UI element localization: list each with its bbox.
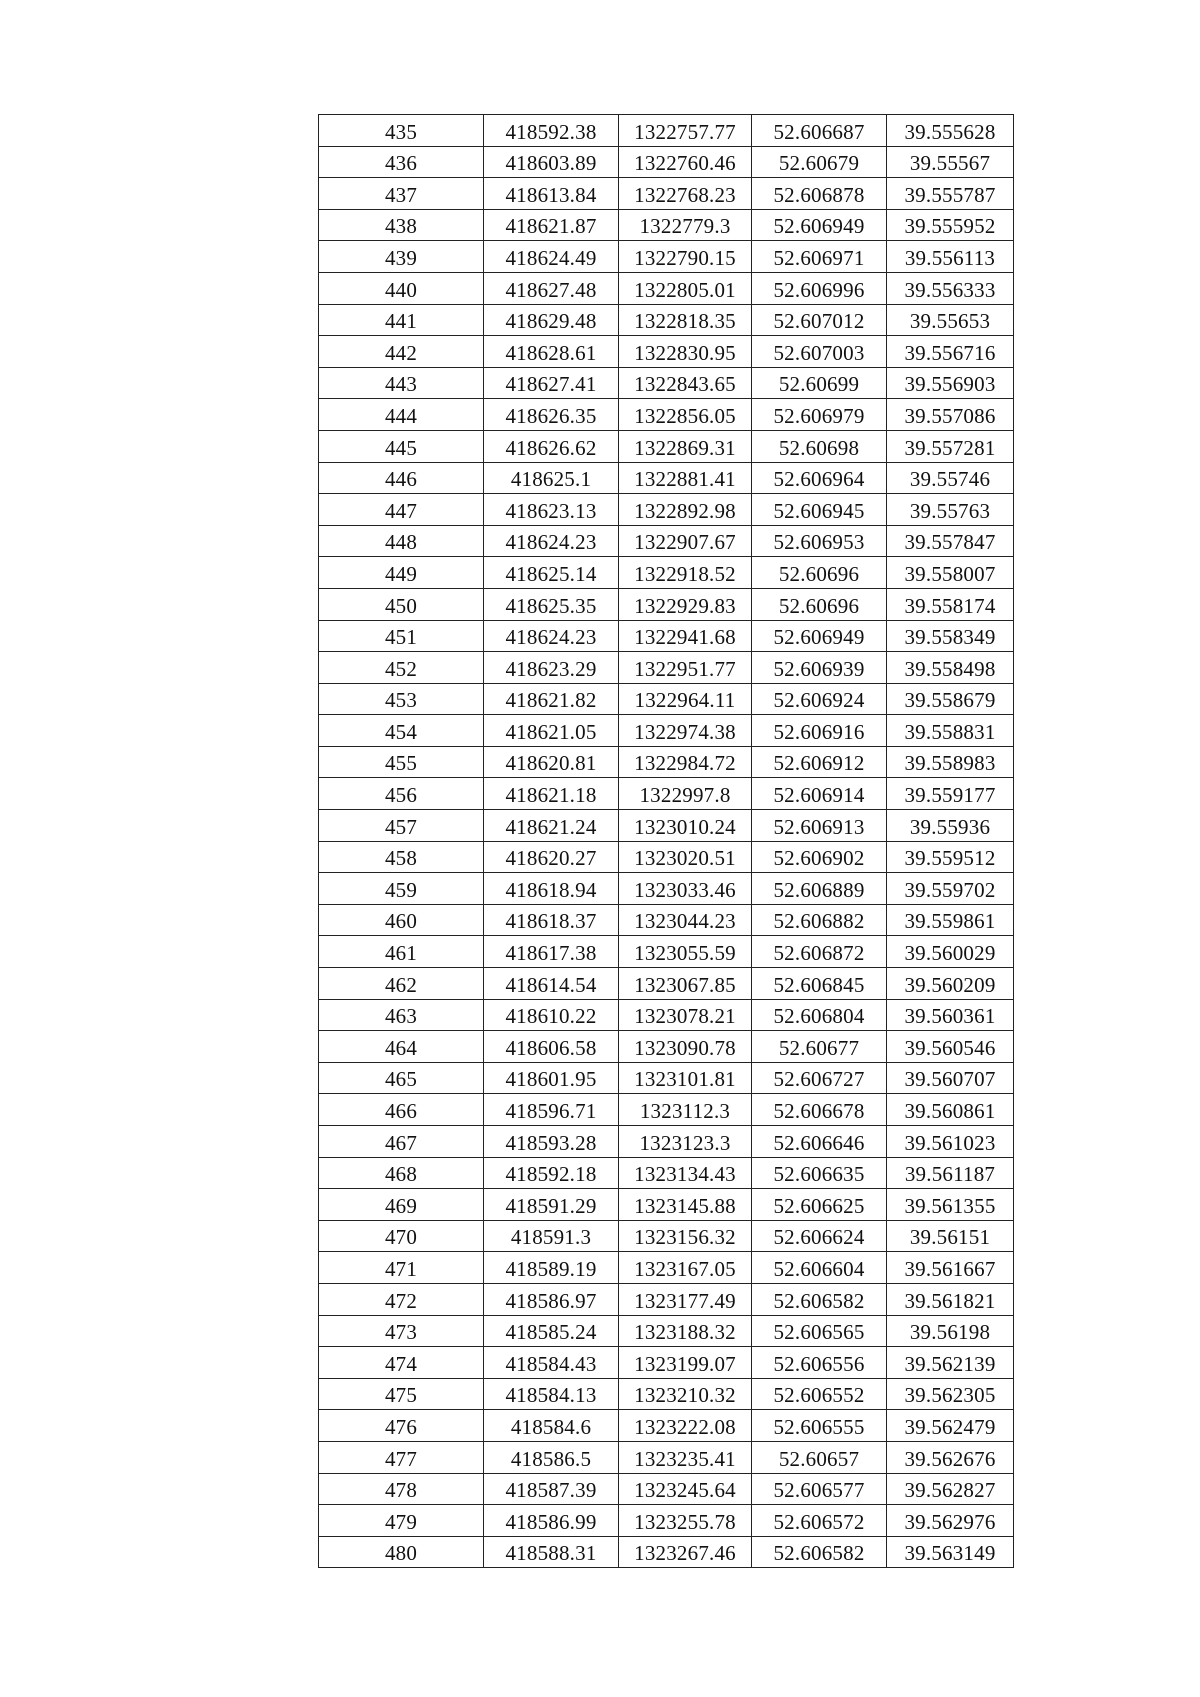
longitude-cell: 39.559512 — [887, 841, 1014, 873]
x-coordinate-cell: 418625.14 — [484, 557, 619, 589]
latitude-cell: 52.60696 — [752, 557, 887, 589]
longitude-cell: 39.558498 — [887, 652, 1014, 684]
x-coordinate-cell: 418606.58 — [484, 1031, 619, 1063]
y-coordinate-cell: 1322984.72 — [619, 746, 752, 778]
point-number-cell: 468 — [319, 1157, 484, 1189]
y-coordinate-cell: 1322843.65 — [619, 367, 752, 399]
x-coordinate-cell: 418626.62 — [484, 430, 619, 462]
point-number-cell: 446 — [319, 462, 484, 494]
longitude-cell: 39.557281 — [887, 430, 1014, 462]
y-coordinate-cell: 1323145.88 — [619, 1189, 752, 1221]
longitude-cell: 39.560029 — [887, 936, 1014, 968]
latitude-cell: 52.606939 — [752, 652, 887, 684]
y-coordinate-cell: 1323188.32 — [619, 1315, 752, 1347]
y-coordinate-cell: 1322929.83 — [619, 588, 752, 620]
longitude-cell: 39.559177 — [887, 778, 1014, 810]
x-coordinate-cell: 418623.29 — [484, 652, 619, 684]
longitude-cell: 39.55567 — [887, 146, 1014, 178]
point-number-cell: 480 — [319, 1536, 484, 1568]
table-row — [319, 430, 1014, 462]
longitude-cell: 39.55746 — [887, 462, 1014, 494]
x-coordinate-cell: 418627.48 — [484, 272, 619, 304]
point-number-cell: 473 — [319, 1315, 484, 1347]
table-row — [319, 1283, 1014, 1315]
x-coordinate-cell: 418620.27 — [484, 841, 619, 873]
point-number-cell: 435 — [319, 115, 484, 147]
point-number-cell: 454 — [319, 715, 484, 747]
point-number-cell: 469 — [319, 1189, 484, 1221]
x-coordinate-cell: 418585.24 — [484, 1315, 619, 1347]
longitude-cell: 39.561667 — [887, 1252, 1014, 1284]
point-number-cell: 474 — [319, 1347, 484, 1379]
point-number-cell: 462 — [319, 968, 484, 1000]
x-coordinate-cell: 418618.37 — [484, 904, 619, 936]
table-row — [319, 1536, 1014, 1568]
latitude-cell: 52.606582 — [752, 1536, 887, 1568]
table-row — [319, 873, 1014, 905]
longitude-cell: 39.561023 — [887, 1126, 1014, 1158]
y-coordinate-cell: 1323199.07 — [619, 1347, 752, 1379]
longitude-cell: 39.562976 — [887, 1505, 1014, 1537]
x-coordinate-cell: 418628.61 — [484, 336, 619, 368]
longitude-cell: 39.562479 — [887, 1410, 1014, 1442]
latitude-cell: 52.606727 — [752, 1062, 887, 1094]
longitude-cell: 39.56198 — [887, 1315, 1014, 1347]
point-number-cell: 445 — [319, 430, 484, 462]
x-coordinate-cell: 418586.5 — [484, 1441, 619, 1473]
point-number-cell: 449 — [319, 557, 484, 589]
x-coordinate-cell: 418618.94 — [484, 873, 619, 905]
table-row — [319, 1347, 1014, 1379]
table-row — [319, 525, 1014, 557]
x-coordinate-cell: 418624.23 — [484, 620, 619, 652]
point-number-cell: 459 — [319, 873, 484, 905]
latitude-cell: 52.606979 — [752, 399, 887, 431]
x-coordinate-cell: 418629.48 — [484, 304, 619, 336]
x-coordinate-cell: 418624.23 — [484, 525, 619, 557]
longitude-cell: 39.560209 — [887, 968, 1014, 1000]
y-coordinate-cell: 1323101.81 — [619, 1062, 752, 1094]
x-coordinate-cell: 418621.18 — [484, 778, 619, 810]
longitude-cell: 39.555628 — [887, 115, 1014, 147]
y-coordinate-cell: 1322997.8 — [619, 778, 752, 810]
table-row — [319, 778, 1014, 810]
table-row — [319, 1062, 1014, 1094]
table-row — [319, 1189, 1014, 1221]
table-row — [319, 1031, 1014, 1063]
y-coordinate-cell: 1323255.78 — [619, 1505, 752, 1537]
longitude-cell: 39.556333 — [887, 272, 1014, 304]
x-coordinate-cell: 418617.38 — [484, 936, 619, 968]
table-row — [319, 652, 1014, 684]
longitude-cell: 39.557086 — [887, 399, 1014, 431]
x-coordinate-cell: 418613.84 — [484, 178, 619, 210]
point-number-cell: 437 — [319, 178, 484, 210]
x-coordinate-cell: 418621.24 — [484, 810, 619, 842]
x-coordinate-cell: 418591.3 — [484, 1220, 619, 1252]
longitude-cell: 39.562827 — [887, 1473, 1014, 1505]
y-coordinate-cell: 1322974.38 — [619, 715, 752, 747]
latitude-cell: 52.606572 — [752, 1505, 887, 1537]
longitude-cell: 39.561355 — [887, 1189, 1014, 1221]
point-number-cell: 472 — [319, 1283, 484, 1315]
longitude-cell: 39.55936 — [887, 810, 1014, 842]
table-row — [319, 557, 1014, 589]
point-number-cell: 479 — [319, 1505, 484, 1537]
y-coordinate-cell: 1323245.64 — [619, 1473, 752, 1505]
point-number-cell: 440 — [319, 272, 484, 304]
x-coordinate-cell: 418603.89 — [484, 146, 619, 178]
latitude-cell: 52.606949 — [752, 620, 887, 652]
y-coordinate-cell: 1322779.3 — [619, 209, 752, 241]
point-number-cell: 441 — [319, 304, 484, 336]
longitude-cell: 39.560861 — [887, 1094, 1014, 1126]
latitude-cell: 52.606878 — [752, 178, 887, 210]
point-number-cell: 436 — [319, 146, 484, 178]
longitude-cell: 39.556716 — [887, 336, 1014, 368]
table-row — [319, 841, 1014, 873]
y-coordinate-cell: 1322941.68 — [619, 620, 752, 652]
table-row — [319, 1378, 1014, 1410]
longitude-cell: 39.561821 — [887, 1283, 1014, 1315]
longitude-cell: 39.560707 — [887, 1062, 1014, 1094]
latitude-cell: 52.60696 — [752, 588, 887, 620]
y-coordinate-cell: 1323010.24 — [619, 810, 752, 842]
point-number-cell: 458 — [319, 841, 484, 873]
x-coordinate-cell: 418614.54 — [484, 968, 619, 1000]
longitude-cell: 39.563149 — [887, 1536, 1014, 1568]
point-number-cell: 464 — [319, 1031, 484, 1063]
table-row — [319, 1441, 1014, 1473]
y-coordinate-cell: 1322768.23 — [619, 178, 752, 210]
point-number-cell: 447 — [319, 494, 484, 526]
y-coordinate-cell: 1323055.59 — [619, 936, 752, 968]
point-number-cell: 452 — [319, 652, 484, 684]
latitude-cell: 52.606872 — [752, 936, 887, 968]
table-row — [319, 1252, 1014, 1284]
y-coordinate-cell: 1323078.21 — [619, 999, 752, 1031]
y-coordinate-cell: 1322790.15 — [619, 241, 752, 273]
x-coordinate-cell: 418627.41 — [484, 367, 619, 399]
coordinates-table — [318, 114, 1014, 1568]
latitude-cell: 52.606556 — [752, 1347, 887, 1379]
latitude-cell: 52.606555 — [752, 1410, 887, 1442]
longitude-cell: 39.560361 — [887, 999, 1014, 1031]
x-coordinate-cell: 418624.49 — [484, 241, 619, 273]
point-number-cell: 456 — [319, 778, 484, 810]
table-row — [319, 904, 1014, 936]
table-row — [319, 1157, 1014, 1189]
latitude-cell: 52.606646 — [752, 1126, 887, 1158]
x-coordinate-cell: 418586.97 — [484, 1283, 619, 1315]
table-row — [319, 999, 1014, 1031]
table-row — [319, 715, 1014, 747]
y-coordinate-cell: 1323156.32 — [619, 1220, 752, 1252]
table-row — [319, 588, 1014, 620]
longitude-cell: 39.560546 — [887, 1031, 1014, 1063]
x-coordinate-cell: 418589.19 — [484, 1252, 619, 1284]
x-coordinate-cell: 418610.22 — [484, 999, 619, 1031]
latitude-cell: 52.606577 — [752, 1473, 887, 1505]
longitude-cell: 39.556113 — [887, 241, 1014, 273]
longitude-cell: 39.559861 — [887, 904, 1014, 936]
latitude-cell: 52.60679 — [752, 146, 887, 178]
latitude-cell: 52.606916 — [752, 715, 887, 747]
x-coordinate-cell: 418625.1 — [484, 462, 619, 494]
y-coordinate-cell: 1323177.49 — [619, 1283, 752, 1315]
latitude-cell: 52.606914 — [752, 778, 887, 810]
latitude-cell: 52.606913 — [752, 810, 887, 842]
x-coordinate-cell: 418592.38 — [484, 115, 619, 147]
y-coordinate-cell: 1322830.95 — [619, 336, 752, 368]
table-row — [319, 620, 1014, 652]
table-row — [319, 1473, 1014, 1505]
point-number-cell: 439 — [319, 241, 484, 273]
latitude-cell: 52.606949 — [752, 209, 887, 241]
table-row — [319, 683, 1014, 715]
table-row — [319, 178, 1014, 210]
longitude-cell: 39.56151 — [887, 1220, 1014, 1252]
y-coordinate-cell: 1323134.43 — [619, 1157, 752, 1189]
x-coordinate-cell: 418592.18 — [484, 1157, 619, 1189]
table-row — [319, 936, 1014, 968]
longitude-cell: 39.562305 — [887, 1378, 1014, 1410]
x-coordinate-cell: 418621.82 — [484, 683, 619, 715]
x-coordinate-cell: 418625.35 — [484, 588, 619, 620]
x-coordinate-cell: 418620.81 — [484, 746, 619, 778]
point-number-cell: 448 — [319, 525, 484, 557]
latitude-cell: 52.606804 — [752, 999, 887, 1031]
latitude-cell: 52.606996 — [752, 272, 887, 304]
longitude-cell: 39.558174 — [887, 588, 1014, 620]
point-number-cell: 477 — [319, 1441, 484, 1473]
y-coordinate-cell: 1323210.32 — [619, 1378, 752, 1410]
x-coordinate-cell: 418593.28 — [484, 1126, 619, 1158]
longitude-cell: 39.555787 — [887, 178, 1014, 210]
longitude-cell: 39.562139 — [887, 1347, 1014, 1379]
latitude-cell: 52.606635 — [752, 1157, 887, 1189]
latitude-cell: 52.607003 — [752, 336, 887, 368]
x-coordinate-cell: 418584.6 — [484, 1410, 619, 1442]
latitude-cell: 52.606912 — [752, 746, 887, 778]
y-coordinate-cell: 1323112.3 — [619, 1094, 752, 1126]
longitude-cell: 39.557847 — [887, 525, 1014, 557]
latitude-cell: 52.606687 — [752, 115, 887, 147]
y-coordinate-cell: 1323020.51 — [619, 841, 752, 873]
latitude-cell: 52.60657 — [752, 1441, 887, 1473]
x-coordinate-cell: 418621.05 — [484, 715, 619, 747]
latitude-cell: 52.607012 — [752, 304, 887, 336]
table-row — [319, 272, 1014, 304]
point-number-cell: 467 — [319, 1126, 484, 1158]
point-number-cell: 461 — [319, 936, 484, 968]
table-row — [319, 241, 1014, 273]
y-coordinate-cell: 1322964.11 — [619, 683, 752, 715]
longitude-cell: 39.558007 — [887, 557, 1014, 589]
table-row — [319, 1505, 1014, 1537]
y-coordinate-cell: 1323123.3 — [619, 1126, 752, 1158]
y-coordinate-cell: 1323167.05 — [619, 1252, 752, 1284]
y-coordinate-cell: 1323235.41 — [619, 1441, 752, 1473]
x-coordinate-cell: 418584.43 — [484, 1347, 619, 1379]
point-number-cell: 463 — [319, 999, 484, 1031]
table-row — [319, 810, 1014, 842]
longitude-cell: 39.559702 — [887, 873, 1014, 905]
x-coordinate-cell: 418588.31 — [484, 1536, 619, 1568]
latitude-cell: 52.606971 — [752, 241, 887, 273]
table-row — [319, 1410, 1014, 1442]
latitude-cell: 52.606924 — [752, 683, 887, 715]
point-number-cell: 470 — [319, 1220, 484, 1252]
x-coordinate-cell: 418621.87 — [484, 209, 619, 241]
table-row — [319, 209, 1014, 241]
latitude-cell: 52.606953 — [752, 525, 887, 557]
table-row — [319, 1315, 1014, 1347]
point-number-cell: 453 — [319, 683, 484, 715]
x-coordinate-cell: 418586.99 — [484, 1505, 619, 1537]
latitude-cell: 52.606625 — [752, 1189, 887, 1221]
y-coordinate-cell: 1323090.78 — [619, 1031, 752, 1063]
point-number-cell: 478 — [319, 1473, 484, 1505]
longitude-cell: 39.55653 — [887, 304, 1014, 336]
point-number-cell: 475 — [319, 1378, 484, 1410]
table-row — [319, 494, 1014, 526]
table-row — [319, 1126, 1014, 1158]
latitude-cell: 52.60698 — [752, 430, 887, 462]
table-row — [319, 367, 1014, 399]
latitude-cell: 52.60677 — [752, 1031, 887, 1063]
longitude-cell: 39.562676 — [887, 1441, 1014, 1473]
y-coordinate-cell: 1322951.77 — [619, 652, 752, 684]
longitude-cell: 39.558679 — [887, 683, 1014, 715]
x-coordinate-cell: 418626.35 — [484, 399, 619, 431]
y-coordinate-cell: 1323267.46 — [619, 1536, 752, 1568]
x-coordinate-cell: 418601.95 — [484, 1062, 619, 1094]
x-coordinate-cell: 418587.39 — [484, 1473, 619, 1505]
longitude-cell: 39.558831 — [887, 715, 1014, 747]
table-row — [319, 462, 1014, 494]
y-coordinate-cell: 1322892.98 — [619, 494, 752, 526]
longitude-cell: 39.55763 — [887, 494, 1014, 526]
y-coordinate-cell: 1322856.05 — [619, 399, 752, 431]
latitude-cell: 52.606582 — [752, 1283, 887, 1315]
table-row — [319, 146, 1014, 178]
latitude-cell: 52.606902 — [752, 841, 887, 873]
y-coordinate-cell: 1322881.41 — [619, 462, 752, 494]
longitude-cell: 39.556903 — [887, 367, 1014, 399]
point-number-cell: 476 — [319, 1410, 484, 1442]
point-number-cell: 455 — [319, 746, 484, 778]
point-number-cell: 460 — [319, 904, 484, 936]
latitude-cell: 52.606565 — [752, 1315, 887, 1347]
x-coordinate-cell: 418596.71 — [484, 1094, 619, 1126]
longitude-cell: 39.555952 — [887, 209, 1014, 241]
latitude-cell: 52.60699 — [752, 367, 887, 399]
y-coordinate-cell: 1322760.46 — [619, 146, 752, 178]
point-number-cell: 465 — [319, 1062, 484, 1094]
y-coordinate-cell: 1322918.52 — [619, 557, 752, 589]
x-coordinate-cell: 418623.13 — [484, 494, 619, 526]
point-number-cell: 450 — [319, 588, 484, 620]
y-coordinate-cell: 1322869.31 — [619, 430, 752, 462]
y-coordinate-cell: 1322805.01 — [619, 272, 752, 304]
point-number-cell: 466 — [319, 1094, 484, 1126]
table-row — [319, 1094, 1014, 1126]
y-coordinate-cell: 1322907.67 — [619, 525, 752, 557]
table-row — [319, 399, 1014, 431]
y-coordinate-cell: 1323033.46 — [619, 873, 752, 905]
longitude-cell: 39.561187 — [887, 1157, 1014, 1189]
latitude-cell: 52.606889 — [752, 873, 887, 905]
point-number-cell: 443 — [319, 367, 484, 399]
point-number-cell: 442 — [319, 336, 484, 368]
y-coordinate-cell: 1322757.77 — [619, 115, 752, 147]
latitude-cell: 52.606945 — [752, 494, 887, 526]
latitude-cell: 52.606845 — [752, 968, 887, 1000]
latitude-cell: 52.606882 — [752, 904, 887, 936]
point-number-cell: 471 — [319, 1252, 484, 1284]
latitude-cell: 52.606624 — [752, 1220, 887, 1252]
y-coordinate-cell: 1322818.35 — [619, 304, 752, 336]
y-coordinate-cell: 1323044.23 — [619, 904, 752, 936]
longitude-cell: 39.558983 — [887, 746, 1014, 778]
table-row — [319, 336, 1014, 368]
point-number-cell: 451 — [319, 620, 484, 652]
latitude-cell: 52.606678 — [752, 1094, 887, 1126]
point-number-cell: 457 — [319, 810, 484, 842]
latitude-cell: 52.606552 — [752, 1378, 887, 1410]
x-coordinate-cell: 418584.13 — [484, 1378, 619, 1410]
table-row — [319, 746, 1014, 778]
x-coordinate-cell: 418591.29 — [484, 1189, 619, 1221]
table-row — [319, 115, 1014, 147]
table-row — [319, 1220, 1014, 1252]
point-number-cell: 444 — [319, 399, 484, 431]
coordinates-table-body — [319, 115, 1014, 1568]
longitude-cell: 39.558349 — [887, 620, 1014, 652]
y-coordinate-cell: 1323222.08 — [619, 1410, 752, 1442]
latitude-cell: 52.606604 — [752, 1252, 887, 1284]
table-row — [319, 968, 1014, 1000]
latitude-cell: 52.606964 — [752, 462, 887, 494]
point-number-cell: 438 — [319, 209, 484, 241]
y-coordinate-cell: 1323067.85 — [619, 968, 752, 1000]
table-row — [319, 304, 1014, 336]
